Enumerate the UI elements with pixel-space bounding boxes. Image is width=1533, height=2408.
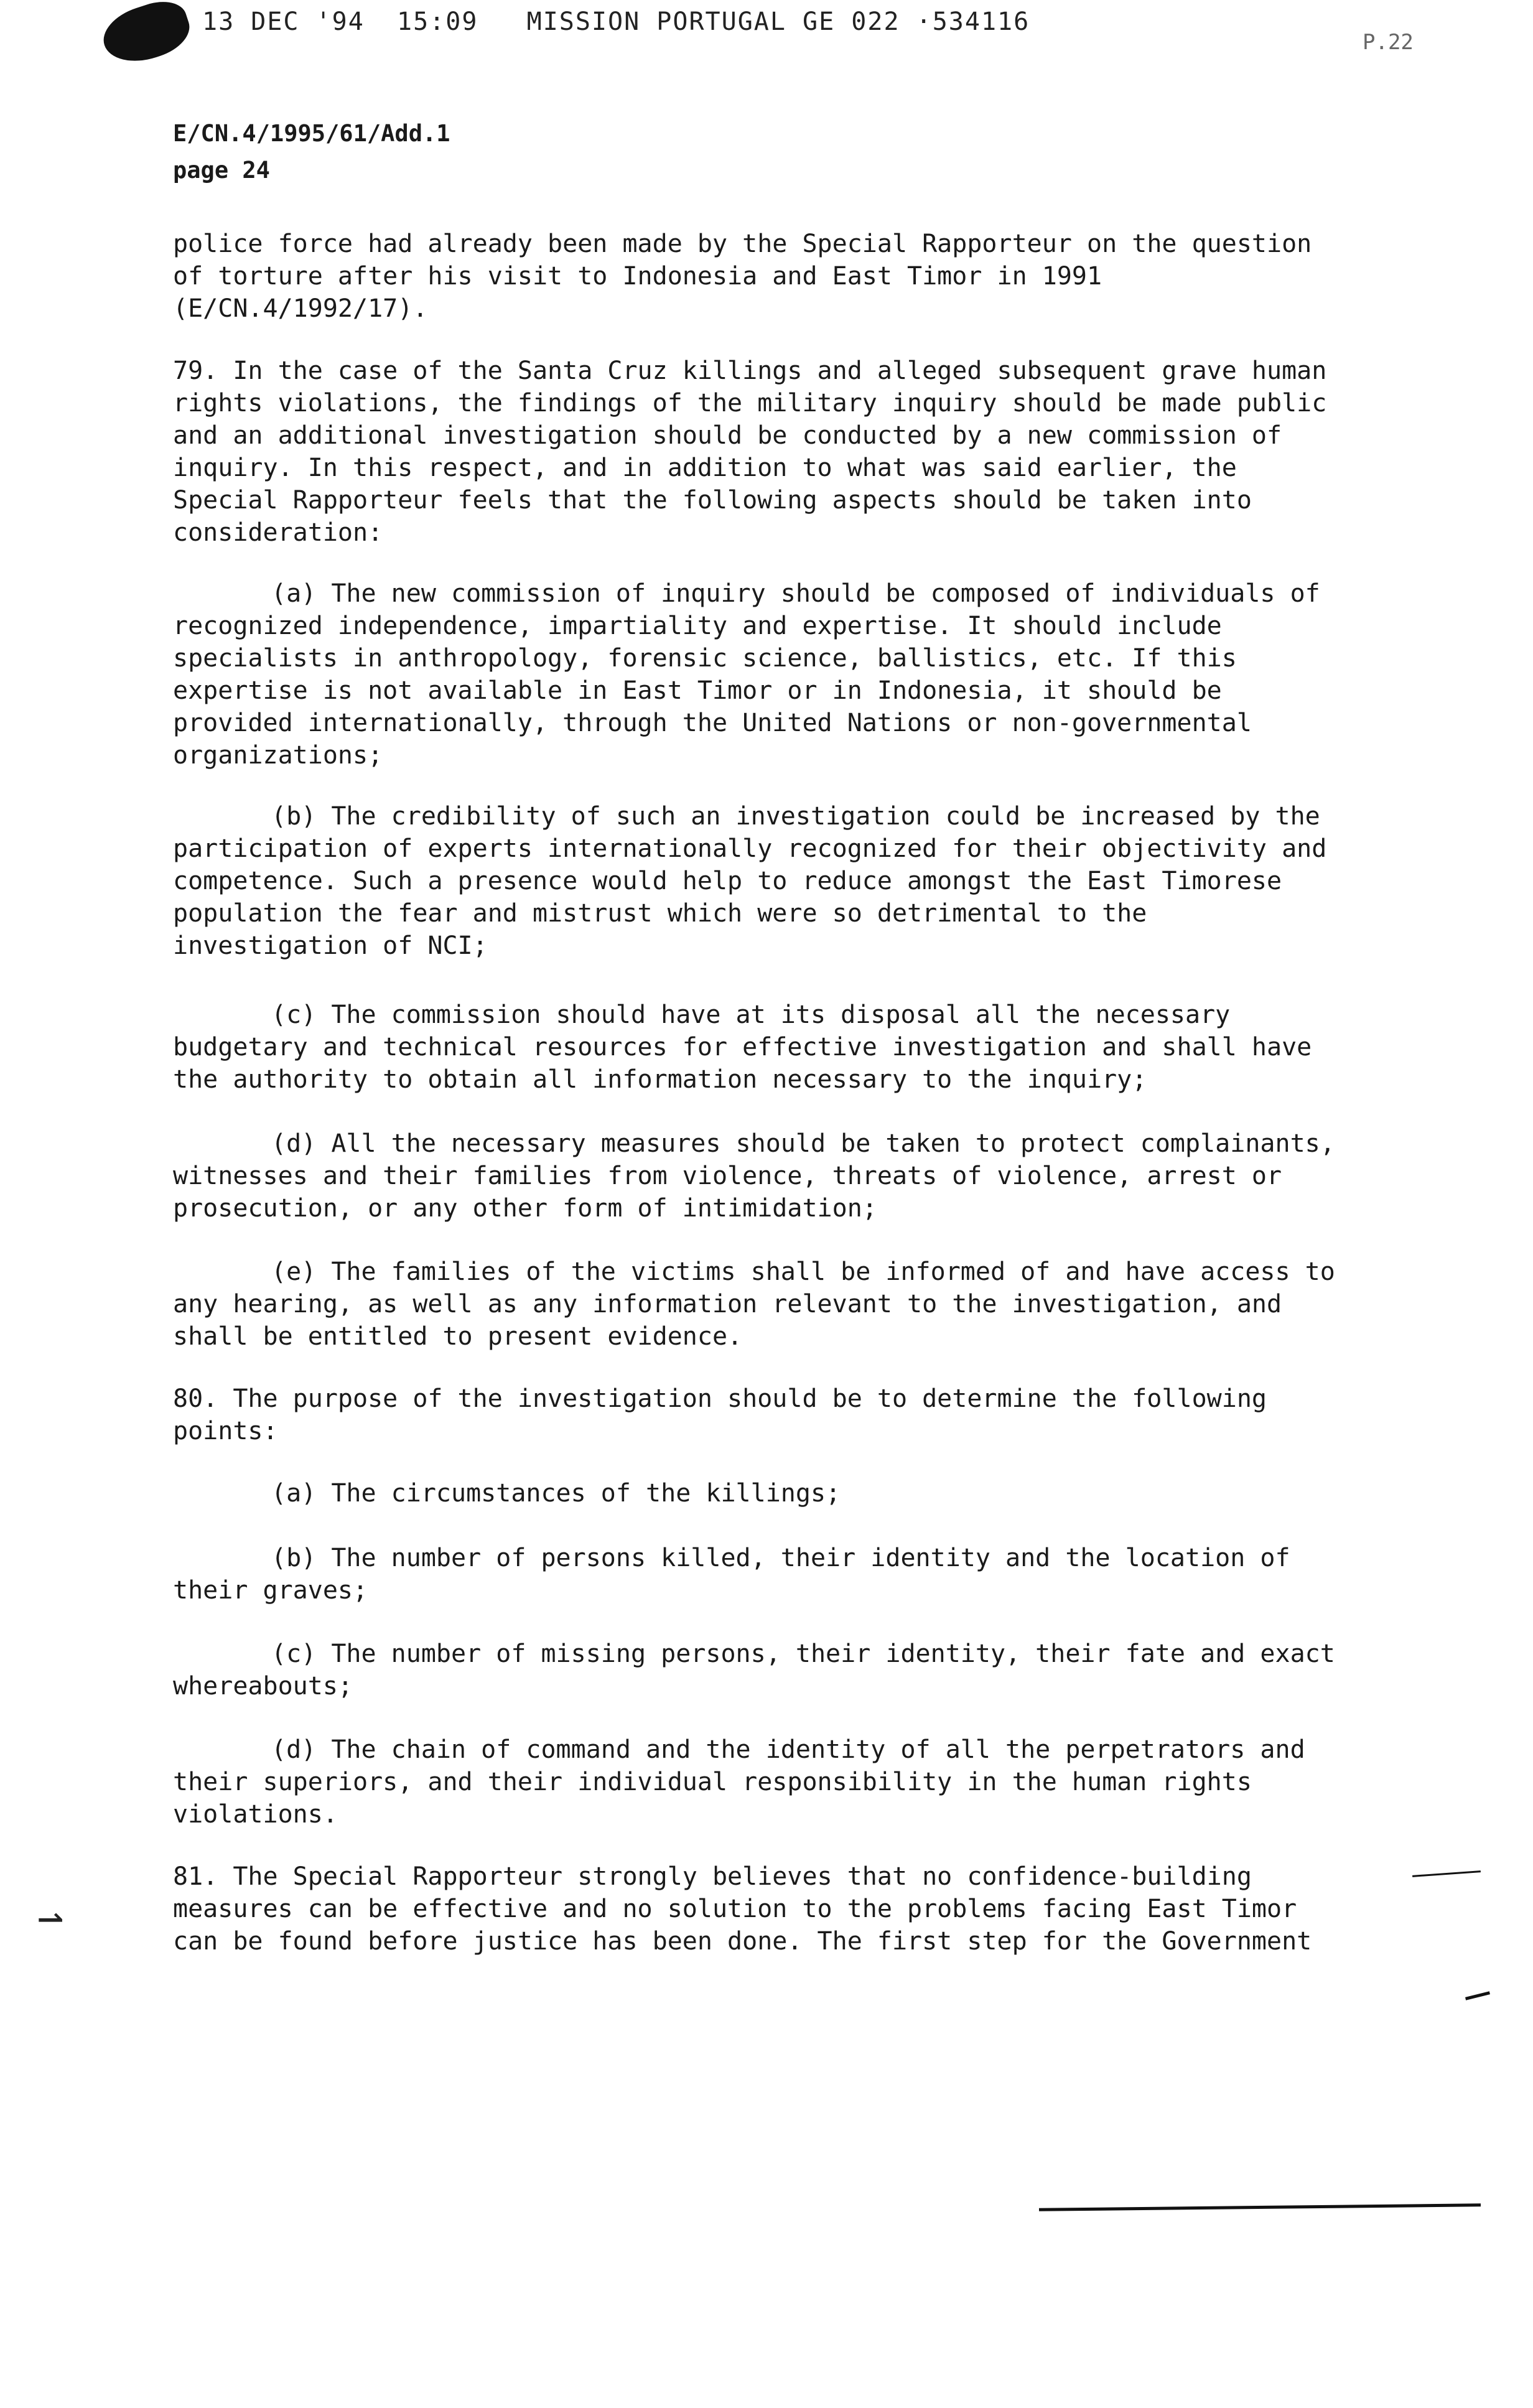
ink-blot (96, 0, 195, 72)
paragraph-79: 79. In the case of the Santa Cruz killings and alleged subsequent grave human rights violations, the findings of the military inquiry should be made public and an additional investigation should be conducted by a new commission of inquiry. In this respect, and in addition to what was said earlier, the Special Rapporteur feels that the following aspects should be taken into consideration: (173, 357, 1327, 547)
paragraph-79a: (a) The new commission of inquiry should be composed of individuals of recognized independence, impartiality and expertise. It should include specialists in anthropology, forensic science, ballistics, etc. If this expertise is not available in East Timor or in Indonesia, it should be provided internationally, through the United Nations or non-governmental organizations; (173, 579, 1320, 770)
fax-header: 13 DEC '94 15:09 MISSION PORTUGAL GE 022 ·534116 (202, 7, 1030, 36)
margin-tick-right (1465, 1991, 1490, 2000)
paragraph-79d: (d) All the necessary measures should be taken to protect complainants, witnesses and their families from violence, threats of violence, arrest or prosecution, or any other form of intimidation; (173, 1129, 1335, 1223)
paragraph-continued: police force had already been made by the Special Rapporteur on the question of torture after his visit to Indonesia and East Timor in 1991 (E/CN.4/1992/17). (173, 230, 1312, 323)
paragraph-80b: (b) The number of persons killed, their identity and the location of their graves; (173, 1544, 1290, 1605)
paragraph-80: 80. The purpose of the investigation should be to determine the following points: (173, 1384, 1267, 1445)
paragraph-79c: (c) The commission should have at its disposal all the necessary budgetary and technical resources for effective investigation and shall have the authority to obtain all information necessary to the inquiry; (173, 1001, 1312, 1094)
paragraph-80d: (d) The chain of command and the identity of all the perpetrators and their superiors, and their individual responsibility in the human rights violations. (173, 1735, 1305, 1829)
margin-arrow-mark: ⇀ (37, 1892, 64, 1943)
paragraph-79e: (e) The families of the victims shall be informed of and have access to any hearing, as well as any information relevant to the investigation, and shall be entitled to present evidence. (173, 1258, 1335, 1351)
paragraph-80c: (c) The number of missing persons, their identity, their fate and exact whereabouts; (173, 1640, 1335, 1701)
paragraph-80a: (a) The circumstances of the killings; (271, 1479, 841, 1508)
bottom-rule-line (1039, 2203, 1481, 2211)
paragraph-79b: (b) The credibility of such an investigation could be increased by the participation of experts internationally recognized for their objectivity and competence. Such a presence would help to reduce amongst the East Timorese population the fear and mistrust which were so detrimental to the investigation of NCI; (173, 802, 1327, 960)
paragraph-81: 81. The Special Rapporteur strongly believes that no confidence-building measures can be effective and no solution to the problems facing East Timor can be found before justice has been done. The first step for the Government (173, 1862, 1312, 1956)
fax-page-mark: P.22 (1363, 30, 1414, 55)
page-number: page 24 (173, 157, 270, 184)
document-symbol: E/CN.4/1995/61/Add.1 (173, 120, 450, 147)
